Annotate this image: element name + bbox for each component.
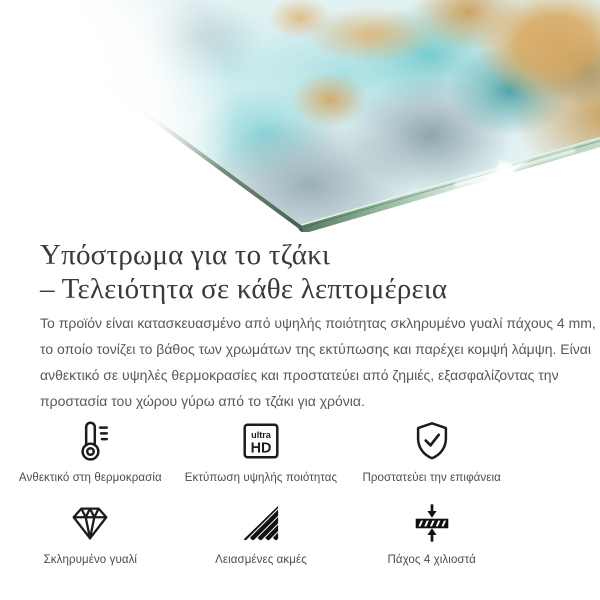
- feature-label: Λειασμένες ακμές: [215, 554, 307, 566]
- marble-artwork: [0, 0, 600, 232]
- description-line: προστασία του χώρου γύρω από το τζάκι για χρόνια.: [40, 393, 365, 409]
- description-line: Το προϊόν είναι κατασκευασμένο από υψηλής ποιότητας σκληρυμένο γυαλί πάχους 4 mm,: [40, 315, 596, 331]
- description-line: ανθεκτικό σε υψηλές θερμοκρασίες και προστατεύει από ζημιές, εξασφαλίζοντας την: [40, 367, 559, 383]
- feature-tempered-glass: [5, 500, 176, 568]
- feature-label: Σκληρυμένο γυαλί: [43, 554, 138, 566]
- feature-label: Εκτύπωση υψηλής ποιότητας: [184, 472, 338, 484]
- feature-surface-protection: [346, 418, 517, 486]
- shield-check-icon: [409, 418, 455, 464]
- content-area: [0, 238, 600, 568]
- feature-temperature: [5, 418, 176, 486]
- feature-thickness: [346, 500, 517, 568]
- glass-panel: [0, 0, 600, 232]
- features-grid: [5, 418, 517, 568]
- feature-print-quality: [176, 418, 347, 486]
- title-line-2: – Τελειότητα σε κάθε λεπτομέρεια: [40, 273, 448, 305]
- product-photo: [0, 0, 600, 232]
- ultra-text: ultra: [251, 430, 271, 441]
- description-line: το οποίο τονίζει το βάθος των χρωμάτων της εκτύπωσης και παρέχει κομψή λάμψη. Είναι: [40, 341, 591, 357]
- page-title: [40, 238, 560, 306]
- hd-text: HD: [250, 440, 272, 457]
- feature-label: Ανθεκτικό στη θερμοκρασία: [18, 472, 162, 484]
- thickness-icon: [409, 500, 455, 546]
- thermometer-icon: [67, 418, 113, 464]
- feature-label: Προστατεύει την επιφάνεια: [362, 472, 501, 484]
- glass-corner-face: [299, 226, 305, 233]
- diamond-icon: [67, 500, 113, 546]
- feature-polished-edges: [176, 500, 347, 568]
- polished-edges-icon: [238, 500, 284, 546]
- title-line-1: Υπόστρωμα για το τζάκι: [40, 239, 331, 271]
- feature-label: Πάχος 4 χιλιοστά: [387, 554, 476, 566]
- ultra-hd-icon: [238, 418, 284, 464]
- product-description: [40, 310, 596, 414]
